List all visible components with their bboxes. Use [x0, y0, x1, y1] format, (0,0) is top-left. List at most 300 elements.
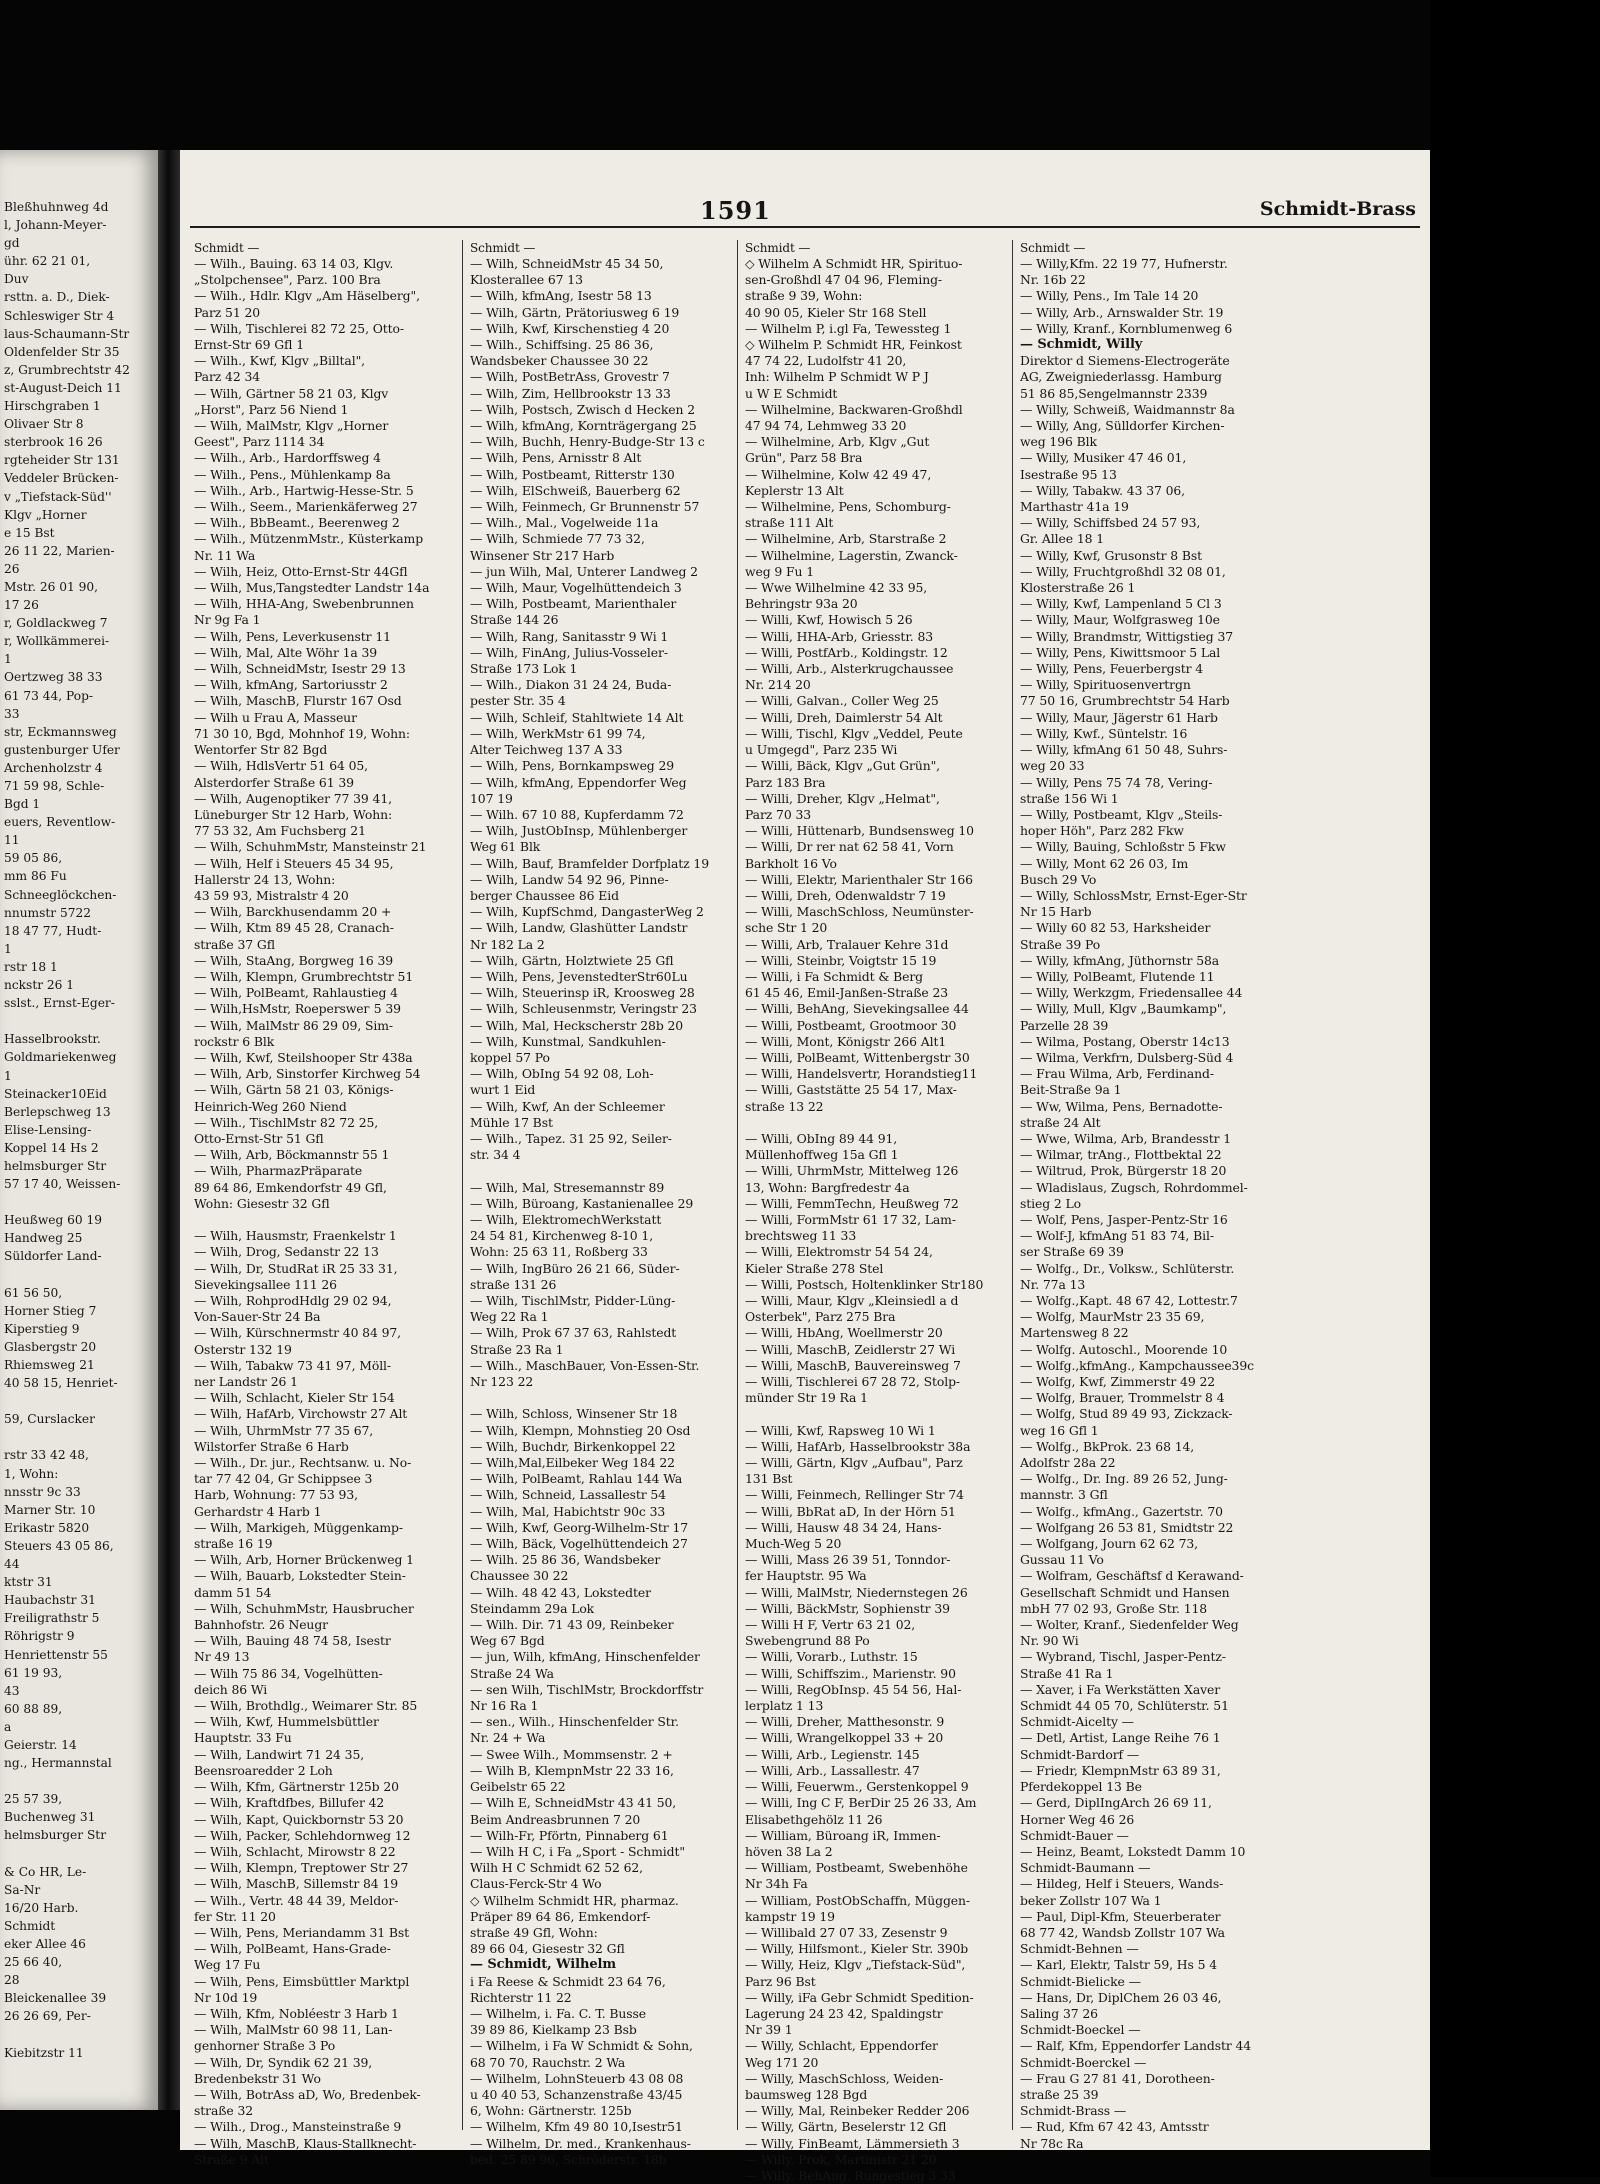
left-page-line: laus-Schaumann-Str — [4, 326, 130, 341]
directory-entry-line: 47 94 74, Lehmweg 33 20 — [745, 418, 907, 434]
left-page-line: Bleickenallee 39 — [4, 1991, 107, 2006]
directory-entry-line: — Willy, iFa Gebr Schmidt Spedition- — [745, 1989, 974, 2005]
directory-entry-line: — Wilh., Bauing. 63 14 03, Klgv. — [194, 256, 394, 271]
left-page-line: 61 19 93, — [4, 1665, 63, 1680]
directory-entry-line: sche Str 1 20 — [745, 920, 828, 936]
directory-entry-line: — Wilh, Landwirt 71 24 35, — [194, 1746, 365, 1762]
directory-entry-line: — Wilh, PostBetrAss, Grovestr 7 — [470, 369, 670, 385]
column-divider — [462, 240, 463, 2130]
directory-entry-line: — William, PostObSchaffn, Müggen- — [745, 1892, 970, 1908]
directory-entry-line: — Wilh, Tabakw 73 41 97, Möll- — [194, 1357, 392, 1373]
directory-entry-line: — Wilh, Helf i Steuers 45 34 95, — [194, 855, 394, 871]
directory-entry-line: u Umgegd", Parz 235 Wi — [745, 742, 898, 758]
left-page-line: Freiligrathstr 5 — [4, 1611, 100, 1626]
directory-entry-line: ner Landstr 26 1 — [194, 1374, 298, 1390]
left-page-line: Röhrigstr 9 — [4, 1629, 75, 1644]
directory-entry-line: Pferdekoppel 13 Be — [1020, 1779, 1142, 1795]
left-page-line: ühr. 62 21 01, — [4, 254, 91, 269]
directory-entry-line: bed. 25 89 96, Schröderstr. 18b — [470, 2151, 667, 2167]
directory-entry-line: ◇ Wilhelm Schmidt HR, pharmaz. — [470, 1892, 679, 1908]
directory-entry-line: damm 51 54 — [194, 1584, 272, 1600]
column-continuation-heading: Schmidt — — [1020, 241, 1086, 255]
directory-entry-line: — Heinz, Beamt, Lokstedt Damm 10 — [1020, 1843, 1246, 1859]
left-page-line: 61 56 50, — [4, 1285, 63, 1300]
column-2 — [470, 240, 735, 2167]
left-page-line: Mstr. 26 01 90, — [4, 579, 99, 594]
left-page-line: Koppel 14 Hs 2 — [4, 1140, 99, 1155]
directory-page — [180, 150, 1430, 2183]
directory-entry-line: — Willi, Bäck, Klgv „Gut Grün", — [745, 758, 941, 774]
directory-entry-line: — Wilh., Arb., Hardorffsweg 4 — [194, 450, 381, 466]
directory-entry-line: — Wilh, RohprodHdlg 29 02 94, — [194, 1293, 392, 1308]
directory-entry-line: 47 74 22, Ludolfstr 41 20, — [745, 353, 907, 369]
directory-entry-line: — Wilh, Landw, Glashütter Landstr — [470, 920, 688, 936]
directory-entry-line — [745, 1406, 1010, 1422]
directory-entry-line: u 40 40 53, Schanzenstraße 43/45 — [470, 2086, 683, 2102]
directory-entry-line: — Wilh, Mal, Habichtstr 90c 33 — [470, 1503, 666, 1519]
directory-entry-line: Schmidt-Bielicke — — [1020, 1973, 1141, 1989]
directory-entry-line: Weg 22 Ra 1 — [470, 1309, 549, 1325]
directory-entry-line: — Wilh, HafArb, Virchowstr 27 Alt — [194, 1406, 408, 1422]
directory-entry-line: — Wilh, Schloss, Winsener Str 18 — [470, 1406, 678, 1422]
directory-entry-line: — Willy, Pens, Kiwittsmoor 5 Lal — [1020, 644, 1221, 660]
directory-entry-line: — Wilhelmine, Arb, Starstraße 2 — [745, 531, 947, 547]
directory-entry-line: Barkholt 16 Vo — [745, 855, 837, 871]
directory-entry-line: Alter Teichweg 137 A 33 — [470, 742, 623, 758]
column-1 — [194, 240, 459, 2167]
directory-entry-line — [470, 1163, 735, 1179]
directory-entry-line: — Willi, MaschB, Zeidlerstr 27 Wi — [745, 1341, 956, 1357]
directory-entry-line: — Wilh., Diakon 31 24 24, Buda- — [470, 677, 672, 693]
directory-entry-line: Marthastr 41a 19 — [1020, 499, 1129, 515]
directory-entry-line: — Willy, kfmAng, Jüthornstr 58a — [1020, 952, 1220, 968]
directory-entry-line: Straße 41 Ra 1 — [1020, 1665, 1114, 1681]
directory-entry-line: — Wilh, Hausmstr, Fraenkelstr 1 — [194, 1228, 397, 1244]
directory-entry-line: — Wilh, Bauing 48 74 58, Isestr — [194, 1633, 391, 1649]
directory-entry-line: — Willi, Kwf, Howisch 5 26 — [745, 612, 913, 628]
directory-entry-line: — Wilh, Bauf, Bramfelder Dorfplatz 19 — [470, 855, 709, 871]
directory-entry-line: — Willi, RegObInsp. 45 54 56, Hal- — [745, 1681, 962, 1697]
directory-entry-line: — Wilh, ElSchweiß, Bauerberg 62 — [470, 482, 681, 498]
directory-entry-line: — Wilh, Kwf, Georg-Wilhelm-Str 17 — [470, 1519, 689, 1535]
directory-entry-line: — Wilh, Gärtn, Prätoriusweg 6 19 — [470, 304, 680, 320]
directory-entry-line: Schmidt-Bardorf — — [1020, 1746, 1140, 1762]
directory-entry-line: — Wolfg, Brauer, Trommelstr 8 4 — [1020, 1390, 1225, 1406]
directory-entry-line: 40 90 05, Kieler Str 168 Stell — [745, 304, 927, 320]
directory-entry-line: — Wilh, ObIng 54 92 08, Loh- — [470, 1066, 654, 1082]
column-4 — [1020, 240, 1285, 2151]
directory-entry-line: — Willy, Kranf., Kornblumenweg 6 — [1020, 320, 1233, 336]
left-page-line: 18 47 77, Hudt- — [4, 923, 102, 938]
directory-entry-line: — jun Wilh, Mal, Unterer Landweg 2 — [470, 563, 698, 579]
left-page-line: Süldorfer Land- — [4, 1249, 102, 1264]
directory-entry-line: — Wilh., Seem., Marienkäferweg 27 — [194, 499, 418, 515]
directory-entry-line: Straße 173 Lok 1 — [470, 661, 578, 677]
directory-entry-line: — Wilh, Klempn, Mohnstieg 20 Osd — [470, 1422, 691, 1438]
directory-entry-line: Saling 37 26 — [1020, 2005, 1098, 2021]
directory-entry-line: Parz 51 20 — [194, 304, 261, 320]
left-page-line: 59 05 86, — [4, 851, 63, 866]
directory-entry-line: i Fa Reese & Schmidt 23 64 76, — [470, 1973, 666, 1989]
directory-entry-line: — Wwe Wilhelmine 42 33 95, — [745, 580, 928, 596]
directory-entry-line — [745, 1115, 1010, 1131]
directory-entry-line: Nr 16 Ra 1 — [470, 1698, 539, 1714]
directory-entry-line: — Wilh, Brothdlg., Weimarer Str. 85 — [194, 1698, 418, 1714]
directory-entry-line: Nr 123 22 — [470, 1374, 534, 1390]
directory-entry-line: — Wilh., Dr. jur., Rechtsanw. u. No- — [194, 1455, 412, 1471]
directory-entry-line: Wohn: 25 63 11, Roßberg 33 — [470, 1244, 648, 1260]
directory-entry-line: — Willi, Ing C F, BerDir 25 26 33, Am — [745, 1795, 977, 1811]
directory-entry-line: — Wilhelmine, Pens, Schomburg- — [745, 499, 951, 515]
directory-entry-line: — Wolfg., BkProk. 23 68 14, — [1020, 1438, 1195, 1454]
directory-entry-line: — Willi, Tischlerei 67 28 72, Stolp- — [745, 1374, 960, 1390]
directory-entry-line: — Willi, Postbeamt, Grootmoor 30 — [745, 1017, 957, 1033]
left-page-line: 1 — [4, 941, 12, 956]
directory-entry-line: ◇ Wilhelm P. Schmidt HR, Feinkost — [745, 337, 962, 353]
directory-entry-line: — Wilh, IngBüro 26 21 66, Süder- — [470, 1260, 680, 1276]
directory-entry-line: — Wilh,HsMstr, Roeperswег 5 39 — [194, 1001, 401, 1017]
directory-entry-line: — Willi, Hausw 48 34 24, Hans- — [745, 1519, 942, 1535]
directory-entry-line: — Wilh, Postsch, Zwisch d Hecken 2 — [470, 401, 696, 417]
directory-entry-line: — jun, Wilh, kfmAng, Hinschenfelder — [470, 1649, 700, 1665]
directory-entry-line: Sievekingsallee 111 26 — [194, 1276, 337, 1292]
left-page-line: rgteheider Str 131 — [4, 453, 120, 468]
directory-entry-line: Parz 96 Bst — [745, 1973, 816, 1989]
directory-entry-line: — Wilh., Arb., Hartwig-Hesse-Str. 5 — [194, 482, 414, 498]
directory-entry-line: Winsener Str 217 Harb — [470, 547, 615, 563]
directory-entry-line: — Wolfg., Dr. Ing. 89 26 52, Jung- — [1020, 1471, 1228, 1487]
directory-entry-line: — Wilh., MaschBauer, Von-Essen-Str. — [470, 1357, 700, 1373]
left-page-line: 60 88 89, — [4, 1701, 63, 1716]
directory-entry-line: — Wilh., TischlMstr 82 72 25, — [194, 1114, 379, 1130]
left-page-line: Buchenweg 31 — [4, 1810, 96, 1825]
directory-entry-line: Nr 15 Harb — [1020, 904, 1092, 920]
directory-entry-line: — Wwe, Wilma, Arb, Brandesstr 1 — [1020, 1130, 1232, 1146]
directory-entry-line: — Willi, Elektromstr 54 54 24, — [745, 1244, 933, 1260]
directory-entry-line: — Wilh, Tischlerei 82 72 25, Otto- — [194, 320, 405, 336]
directory-entry-line: — Wolf-J, kfmAng 51 83 74, Bil- — [1020, 1228, 1214, 1244]
directory-entry-line: — Wilh, Landw 54 92 96, Pinne- — [470, 871, 669, 887]
directory-entry-line: 24 54 81, Kirchenweg 8-10 1, — [470, 1228, 654, 1244]
directory-entry-line: „Horst", Parz 56 Niend 1 — [194, 401, 349, 417]
left-page-line: 44 — [4, 1557, 20, 1572]
directory-entry-line: Elisabethgehölz 11 26 — [745, 1811, 883, 1827]
directory-entry-line: Nr 10d 19 — [194, 1989, 258, 2005]
directory-entry-line: Weg 171 20 — [745, 2054, 819, 2070]
left-page-line: helmsburger Str — [4, 1828, 107, 1843]
directory-entry-line: — Wilh, TischlMstr, Pidder-Lüng- — [470, 1293, 676, 1308]
directory-entry-line: — Willi, Postsch, Holtenklinker Str180 — [745, 1276, 984, 1292]
directory-entry-line: — Wolfg., kfmAng., Gazertstr. 70 — [1020, 1503, 1223, 1519]
directory-entry-line: — Wilh, Pens, Bornkampsweg 29 — [470, 758, 675, 774]
directory-entry-line: — Wilh, MaschB, Klaus-Stallknecht- — [194, 2135, 417, 2151]
directory-entry-line: — Hans, Dr, DiplChem 26 03 46, — [1020, 1989, 1222, 2005]
directory-entry-line: — Wybrand, Tischl, Jasper-Pentz- — [1020, 1649, 1226, 1665]
left-page-line: Marner Str. 10 — [4, 1502, 96, 1517]
directory-entry-line: — Wilh, Feinmech, Gr Brunnenstr 57 — [470, 499, 700, 515]
directory-entry-line: — Willi, Maur, Klgv „Kleinsiedl a d — [745, 1293, 959, 1308]
left-page-line: 61 73 44, Pop- — [4, 688, 93, 703]
directory-entry-line: — Wilh, Mal, Stresemannstr 89 — [470, 1179, 665, 1195]
directory-entry-line: wurt 1 Eid — [470, 1082, 536, 1098]
directory-entry-line: — Wilh, Rang, Sanitasstr 9 Wi 1 — [470, 628, 669, 644]
directory-entry-line: — Wilh, Kapt, Quickbornstr 53 20 — [194, 1811, 404, 1827]
directory-entry-line: — Wilh, Barckhusendamm 20 + — [194, 904, 392, 920]
directory-entry-line: 89 66 04, Giesestr 32 Gfl — [470, 1941, 625, 1957]
directory-entry-line: — Wilh, SchneidMstr 45 34 50, — [470, 256, 664, 271]
directory-entry-line: — Wilh, Schmiede 77 73 32, — [470, 531, 645, 547]
directory-entry-line: Hauptstr. 33 Fu — [194, 1730, 292, 1746]
column-continuation-heading: Schmidt — — [194, 241, 260, 255]
left-page-line: sslst., Ernst-Eger- — [4, 996, 115, 1011]
directory-entry-line: — Wilh, Kwf, Steilshooper Str 438a — [194, 1049, 413, 1065]
directory-entry-line: Grün", Parz 58 Bra — [745, 450, 863, 466]
directory-entry-line: — Willi, Hüttenarb, Bundsensweg 10 — [745, 823, 974, 839]
background-edge — [1430, 0, 1600, 2177]
left-page-line: Olivaer Str 8 — [4, 417, 84, 432]
directory-entry-line: — Wilh, JustObInsp, Mühlenberger — [470, 823, 688, 839]
directory-entry-line: Adolfstr 28a 22 — [1020, 1455, 1116, 1471]
directory-entry-line: — Wilh, Buchh, Henry-Budge-Str 13 c — [470, 434, 705, 450]
directory-entry-line: — Willy, Schiffsbed 24 57 93, — [1020, 515, 1201, 531]
directory-entry-line: — Willy, FinBeamt, Lämmersieth 3 — [745, 2135, 960, 2151]
directory-entry-line: Horner Weg 46 26 — [1020, 1811, 1135, 1827]
directory-entry-line: — Wilh, MalMstr 60 98 11, Lan- — [194, 2022, 393, 2038]
directory-entry-line: 131 Bst — [745, 1471, 793, 1487]
directory-entry-line: — Wilh, Arb, Horner Brückenweg 1 — [194, 1552, 414, 1568]
directory-entry-line: — Wilh, Büroang, Kastanienallee 29 — [470, 1195, 694, 1211]
directory-entry-line: Parz 183 Bra — [745, 774, 826, 790]
directory-entry-line: 77 53 32, Am Fuchsberg 21 — [194, 823, 366, 839]
directory-entry-line: Nr 78c Ra — [1020, 2135, 1084, 2151]
directory-entry-line: Keplerstr 13 Alt — [745, 482, 844, 498]
directory-entry-line: Straße 24 Wa — [470, 1665, 554, 1681]
directory-entry-line: pester Str. 35 4 — [470, 693, 566, 709]
directory-entry-line: — Willi, Feinmech, Rellinger Str 74 — [745, 1487, 964, 1503]
directory-entry-line: — Willi, Vorarb., Luthstr. 15 — [745, 1649, 918, 1665]
directory-entry-line: Martensweg 8 22 — [1020, 1325, 1129, 1341]
directory-entry-line: Kieler Straße 278 Stel — [745, 1260, 884, 1276]
directory-entry-line: Much-Weg 5 20 — [745, 1536, 842, 1552]
directory-entry-line: — Willi, Mass 26 39 51, Tonndor- — [745, 1552, 951, 1568]
directory-entry-line: 61 45 46, Emil-Janßen-Straße 23 — [745, 985, 949, 1001]
directory-entry-line: Ernst-Str 69 Gfl 1 — [194, 337, 304, 353]
directory-entry-line: Schmidt-Brass — — [1020, 2103, 1127, 2119]
left-page-line: 33 — [4, 706, 20, 721]
directory-entry-line: Nr. 90 Wi — [1020, 1633, 1079, 1649]
directory-entry-line: — Willy, Pens, Feuerbergstr 4 — [1020, 661, 1204, 677]
directory-entry-line: — Wilh, Drog, Sedanstr 22 13 — [194, 1244, 379, 1260]
left-page-line: Archenholzstr 4 — [4, 760, 103, 775]
directory-entry-line: Von-Sauer-Str 24 Ba — [194, 1309, 321, 1325]
directory-entry-line: straße 24 Alt — [1020, 1114, 1101, 1130]
directory-entry-line: — Wilh., MützenmMstr., Küsterkamp — [194, 531, 424, 547]
directory-entry-line: Schmidt-Boerckel — — [1020, 2054, 1147, 2070]
directory-entry-line: mannstr. 3 Gfl — [1020, 1487, 1108, 1503]
left-page-line: Rhiemsweg 21 — [4, 1358, 95, 1372]
left-page-line: 43 — [4, 1683, 20, 1698]
directory-entry-line: Heinrich-Weg 260 Niend — [194, 1098, 347, 1114]
directory-entry-line — [470, 1390, 735, 1406]
directory-entry-line: Lagerung 24 23 42, Spaldingstr — [745, 2005, 943, 2021]
left-page-line: 16/20 Harb. — [4, 1900, 79, 1915]
left-page-line: e 15 Bst — [4, 525, 55, 540]
directory-entry-line: — Wilh., Drog., Mansteinstraße 9 — [194, 2119, 402, 2135]
directory-entry-line: Parz 70 33 — [745, 806, 812, 822]
directory-entry-line: — Karl, Elektr, Talstr 59, Hs 5 4 — [1020, 1957, 1218, 1973]
left-page-line: Handweg 25 — [4, 1231, 83, 1246]
directory-entry-line: — Wilh, Arb, Sinstorfer Kirchweg 54 — [194, 1066, 421, 1082]
directory-entry-line: — Wilhelm P, i.gl Fa, Tewessteg 1 — [745, 320, 952, 336]
directory-entry-line: — Willy, Maur, Jägerstr 61 Harb — [1020, 709, 1218, 725]
directory-entry-line: — Wiltrud, Prok, Bürgerstr 18 20 — [1020, 1163, 1227, 1179]
left-page-line: v „Tiefstack-Süd'' — [4, 489, 112, 504]
directory-entry-line: str. 34 4 — [470, 1147, 521, 1163]
directory-entry-line: — Wilh, Prok 67 37 63, Rahlstedt — [470, 1325, 677, 1341]
left-page-line — [0, 1845, 158, 1863]
directory-entry-line: — William, Büroang iR, Immen- — [745, 1827, 941, 1843]
directory-entry-line: — Wilh. 48 42 43, Lokstedter — [470, 1584, 651, 1600]
directory-entry-line: — Frau Wilma, Arb, Ferdinand- — [1020, 1066, 1214, 1082]
directory-entry-line: — Wolter, Kranf., Siedenfelder Weg — [1020, 1617, 1239, 1633]
directory-entry-line: — Wilh, FinAng, Julius-Vosseler- — [470, 644, 668, 660]
directory-entry-line: Klosterstraße 26 1 — [1020, 580, 1136, 596]
directory-entry-line: — Willy, Pens 75 74 78, Vering- — [1020, 774, 1213, 790]
directory-entry-line: 89 64 86, Emkendorfstr 49 Gfl, — [194, 1179, 387, 1195]
directory-entry-line: — sen., Wilh., Hinschenfelder Str. — [470, 1714, 679, 1730]
left-page-line: Klgv „Horner — [4, 507, 87, 522]
directory-entry-line: lerplatz 1 13 — [745, 1698, 824, 1714]
directory-entry-line: — Wilh, Pens, Meriandamm 31 Bst — [194, 1924, 410, 1940]
directory-entry-line: Mühle 17 Bst — [470, 1114, 553, 1130]
directory-entry-line: Nr 9g Fa 1 — [194, 612, 261, 628]
left-page-line: Bleßhuhnweg 4d — [4, 200, 109, 214]
directory-entry-line: — Wilh, kfmAng, Isestr 58 13 — [470, 288, 652, 304]
directory-entry-line: — Willy, Prok, Martinistr 21 20 — [745, 2151, 937, 2167]
directory-entry-line: straße 25 39 — [1020, 2086, 1099, 2102]
directory-entry-line: Isestraße 95 13 — [1020, 466, 1117, 482]
left-page-text — [0, 150, 158, 2062]
directory-entry-line: — Willy, Kwf, Grusonstr 8 Bst — [1020, 547, 1203, 563]
directory-entry-line: — Willi, Kwf, Rapsweg 10 Wi 1 — [745, 1422, 936, 1438]
directory-entry-line: — Wilh, PolBeamt, Rahlau 144 Wa — [470, 1471, 683, 1487]
directory-entry-line: — Willi, Mont, Königstr 266 Alt1 — [745, 1033, 947, 1049]
directory-entry-line: — Willi, i Fa Schmidt & Berg — [745, 968, 923, 984]
directory-entry-line: — Willy, BehAng, Rungestieg 3 33 — [745, 2167, 956, 2183]
directory-entry-line: 13, Wohn: Bargfredestr 4a — [745, 1179, 910, 1195]
left-page-line: gd — [4, 236, 20, 251]
directory-entry-line: — Swee Wilh., Mommsenstr. 2 + — [470, 1746, 673, 1762]
directory-entry-line: Geibelstr 65 22 — [470, 1779, 566, 1795]
directory-entry-line: straße 13 22 — [745, 1098, 824, 1114]
directory-entry-line: — Friedr, KlempnMstr 63 89 31, — [1020, 1762, 1221, 1778]
directory-entry-line: — Wilhelmine, Arb, Klgv „Gut — [745, 434, 930, 450]
left-page-line — [0, 2025, 158, 2043]
directory-entry-line: — Willi, Schiffszim., Marienstr. 90 — [745, 1665, 956, 1681]
directory-entry-line: Busch 29 Vo — [1020, 871, 1097, 887]
directory-entry-line: — Wilhelm, Kfm 49 80 10,Isestr51 — [470, 2119, 683, 2135]
directory-entry-line: — Wilh, KupfSchmd, DangasterWeg 2 — [470, 904, 704, 920]
directory-entry-line: Gerhardstr 4 Harb 1 — [194, 1503, 322, 1519]
directory-entry-line: Schmidt-Behnen — — [1020, 1941, 1139, 1957]
directory-entry-line: — Wolfram, Geschäftsf d Kerawand- — [1020, 1568, 1244, 1584]
directory-entry-line: — Willy, Kwf., Süntelstr. 16 — [1020, 725, 1188, 741]
directory-entry-line: Gr. Allee 18 1 — [1020, 531, 1105, 547]
directory-entry-line: Otto-Ernst-Str 51 Gfl — [194, 1130, 324, 1146]
left-page-line: Horner Stieg 7 — [4, 1303, 97, 1318]
directory-entry-line: — Willy, Postbeamt, Klgv „Steils- — [1020, 806, 1223, 822]
directory-entry-line: — Willi, Dreh, Daimlerstr 54 Alt — [745, 709, 943, 725]
directory-entry-line: — Wolfgang, Journ 62 62 73, — [1020, 1536, 1199, 1552]
left-page-line: gustenburger Ufer — [4, 742, 120, 757]
directory-entry-line: — Wilh, Buchdr, Birkenkoppel 22 — [470, 1438, 676, 1454]
directory-entry-line: Schmidt-Bauer — — [1020, 1827, 1129, 1843]
left-page-line: 25 57 39, — [4, 1792, 63, 1807]
left-page-line: 11 — [4, 833, 20, 848]
left-page-line: 26 11 22, Marien- — [4, 543, 115, 558]
directory-entry-line: — Wolfg, MaurMstr 23 35 69, — [1020, 1309, 1205, 1325]
left-page-line: r, Goldlackweg 7 — [4, 616, 108, 631]
directory-entry-line: Wandsbeker Chaussee 30 22 — [470, 353, 649, 369]
directory-entry-line: — Wilh, Postbeamt, Marienthaler — [470, 596, 677, 612]
directory-entry-line: — Willi, Dreher, Matthesonstr. 9 — [745, 1714, 945, 1730]
directory-entry-line: — Wilh., Kwf, Klgv „Billtal", — [194, 353, 366, 369]
directory-entry-line: — Wilh E, SchneidMstr 43 41 50, — [470, 1795, 677, 1811]
left-page-line — [0, 1428, 158, 1446]
directory-entry-line: straße 156 Wi 1 — [1020, 790, 1119, 806]
directory-entry-line: — Wilh, Schleif, Stahltwiete 14 Alt — [470, 709, 684, 725]
directory-entry-line: — Willi, HbAng, Woellmerstr 20 — [745, 1325, 943, 1341]
left-page-line: a — [4, 1719, 12, 1734]
left-page-line: Kiperstieg 9 — [4, 1321, 80, 1336]
directory-entry-line: — Wilh, Kwf, An der Schleemer — [470, 1098, 665, 1114]
left-page-line: ng., Hermannstal — [4, 1756, 112, 1771]
directory-entry-line: — Willi, BehAng, Sievekingsallee 44 — [745, 1001, 969, 1017]
directory-entry-line: — Willi, Arb, Tralauer Kehre 31d — [745, 936, 949, 952]
directory-entry-line: — Willi, Dreher, Klgv „Helmat", — [745, 790, 940, 806]
directory-entry-line: — Willibald 27 07 33, Zesenstr 9 — [745, 1924, 948, 1940]
directory-entry-line: — Wilh, HdlsVertr 51 64 05, — [194, 758, 369, 774]
left-page-line: eker Allee 46 — [4, 1937, 86, 1951]
directory-entry-line: Hallerstr 24 13, Wohn: — [194, 871, 336, 887]
directory-entry-line: AG, Zweigniederlassg. Hamburg — [1020, 369, 1222, 385]
directory-entry-line: — Wilh, PharmazPräparate — [194, 1163, 363, 1179]
book-gutter — [158, 150, 180, 2110]
left-page-line: sterbrook 16 26 — [4, 435, 103, 450]
directory-entry-line: Beit-Straße 9a 1 — [1020, 1082, 1122, 1098]
directory-entry-line: — Wilh, Mal, Alte Wöhr 1a 39 — [194, 644, 378, 660]
directory-entry-line: — Wolfg, Kwf, Zimmerstr 49 22 — [1020, 1374, 1216, 1390]
directory-entry-line: — Willy, Bauing, Schloßstr 5 Fkw — [1020, 839, 1226, 855]
directory-entry-line: — Wilh, Postbeamt, Ritterstr 130 — [470, 466, 675, 482]
directory-entry-line: Parzelle 28 39 — [1020, 1017, 1109, 1033]
directory-entry-line: Straße 39 Po — [1020, 936, 1101, 952]
directory-entry-line: weg 9 Fu 1 — [745, 563, 815, 579]
directory-entry-line: 77 50 16, Grumbrechtstr 54 Harb — [1020, 693, 1230, 709]
directory-entry-line: 51 86 85,Sengelmannstr 2339 — [1020, 385, 1208, 401]
column-divider — [737, 240, 738, 2130]
directory-entry-line: stieg 2 Lo — [1020, 1195, 1082, 1211]
directory-entry-line: — Wilh, Kwf, Hummelsbüttler — [194, 1714, 379, 1730]
directory-entry-line: — Willi, FormMstr 61 17 32, Lam- — [745, 1211, 956, 1227]
directory-entry-line: Direktor d Siemens-Electrogeräte — [1020, 353, 1230, 369]
directory-entry-line: „Stolpchensee", Parz. 100 Bra — [194, 272, 381, 288]
directory-entry-line: — Wilh, Kfm, Nobléestr 3 Harb 1 — [194, 2005, 399, 2021]
directory-entry-line: — Wilh, Steuerinsp iR, Kroosweg 28 — [470, 985, 695, 1001]
directory-entry-line: — Wilh, SchuhmMstr, Hausbrucher — [194, 1600, 414, 1616]
directory-entry-line: baumsweg 128 Bgd — [745, 2086, 868, 2102]
directory-entry-line: — Wilhelm, LohnSteuerb 43 08 08 — [470, 2070, 684, 2086]
